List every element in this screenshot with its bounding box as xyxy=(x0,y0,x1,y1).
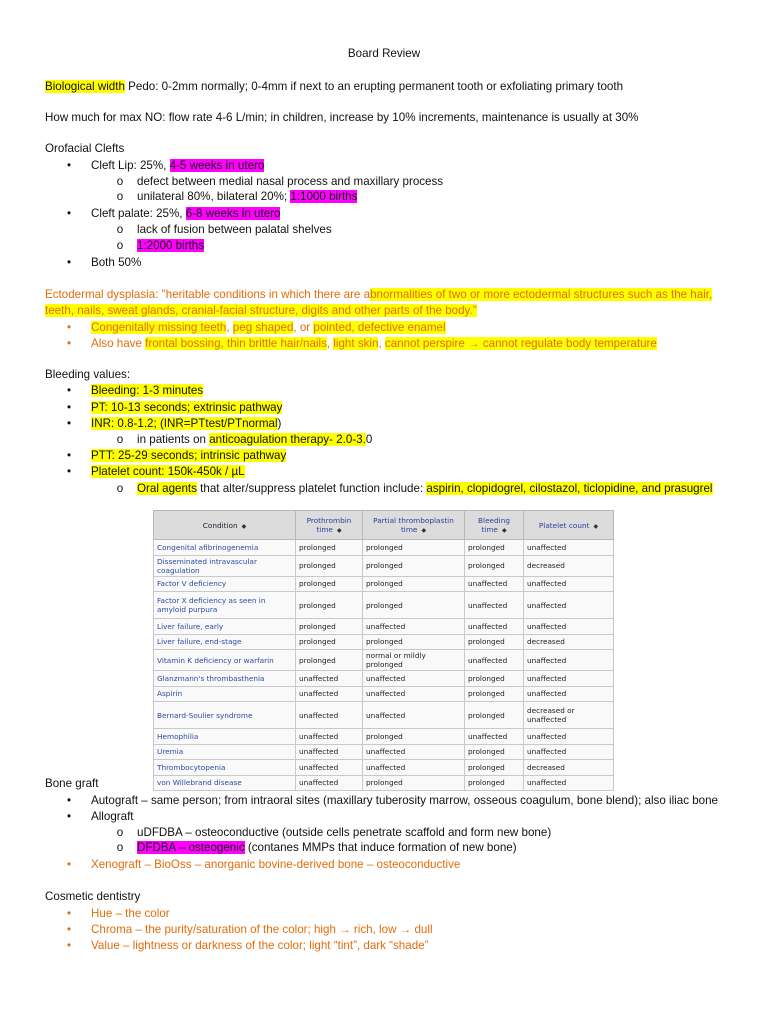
cell: prolonged xyxy=(296,576,363,592)
bullet: • xyxy=(66,384,72,397)
inr-sub xyxy=(137,432,372,447)
cell: unaffected xyxy=(363,686,465,702)
cleft-lip-text: Cleft Lip: 25%, xyxy=(91,159,170,172)
cell: prolonged xyxy=(296,634,363,650)
bullet: • xyxy=(66,207,72,220)
cell: unaffected xyxy=(465,576,524,592)
ecto-line1-text: Ectodermal dysplasia: "heritable conditions in which there are a xyxy=(45,288,371,301)
sub-bullet: o xyxy=(116,223,124,236)
cell: unaffected xyxy=(524,671,614,687)
cell-condition[interactable]: Congenital afibrinogenemia xyxy=(154,540,296,556)
cell: unaffected xyxy=(296,775,363,791)
cell: prolonged xyxy=(296,555,363,576)
cell: unaffected xyxy=(296,729,363,745)
ecto-also-have: Also have xyxy=(91,337,146,350)
sub-bullet: o xyxy=(116,190,124,203)
inr-paren: ) xyxy=(277,417,282,430)
cell: unaffected xyxy=(524,729,614,745)
ecto-sep: , or xyxy=(293,321,314,334)
bleeding-time-item xyxy=(91,383,203,398)
cleft-palate-births: 1:2000 births xyxy=(137,239,205,252)
udfdba-sub: uDFDBA – osteoconductive (outside cells penetrate scaffold and form new bone) xyxy=(137,826,552,839)
ecto-line1 xyxy=(45,287,712,302)
nitrous-oxide-line: How much for max NO: flow rate 4-6 L/min; in children, increase by 10% increments, maintenance is usually at 30% xyxy=(45,111,639,124)
sort-icon: ◆ xyxy=(241,522,247,530)
cell-condition[interactable]: Glanzmann's thrombasthenia xyxy=(154,671,296,687)
autograft-item: Autograft – same person; from intraoral sites (maxillary tuberosity marrow, osseous coagulum, bone blend); also iliac bone xyxy=(91,794,719,807)
cleft-palate-text: Cleft palate: 25%, xyxy=(91,207,186,220)
xenograft-item: Xenograft – BioOss – anorganic bovine-derived bone – osteoconductive xyxy=(91,858,461,871)
inr-sub-end: 0 xyxy=(365,433,373,446)
cleft-lip-highlight: 4-5 weeks in utero xyxy=(169,159,265,172)
table-row xyxy=(154,686,614,702)
cell: unaffected xyxy=(524,744,614,760)
inr-text: INR: 0.8-1.2; (INR=PTtest/PTnormal xyxy=(91,417,278,430)
table-row xyxy=(154,671,614,687)
sub-bullet: o xyxy=(116,175,124,188)
cell-condition[interactable]: Liver failure, end-stage xyxy=(154,634,296,650)
hue-item: Hue – the color xyxy=(91,907,170,920)
pt-item xyxy=(91,400,282,415)
cell-condition[interactable]: Vitamin K deficiency or warfarin xyxy=(154,650,296,671)
value-item: Value – lightness or darkness of the color; light “tint”, dark “shade” xyxy=(91,939,429,952)
cell: unaffected xyxy=(363,619,465,635)
bullet: • xyxy=(66,939,72,952)
bullet: • xyxy=(66,923,72,936)
cell-condition[interactable]: von Willebrand disease xyxy=(154,775,296,791)
cell-condition[interactable]: Factor V deficiency xyxy=(154,576,296,592)
dfdba-sub xyxy=(137,840,517,855)
cell: prolonged xyxy=(465,671,524,687)
cell: unaffected xyxy=(524,686,614,702)
header-ptt[interactable] xyxy=(363,511,465,540)
cell: prolonged xyxy=(465,775,524,791)
ecto-frontal-bossing: frontal bossing, thin brittle hair/nails xyxy=(145,337,327,350)
sort-icon: ◆ xyxy=(593,522,599,530)
cell: unaffected xyxy=(363,671,465,687)
bullet: • xyxy=(66,321,72,334)
table-row xyxy=(154,576,614,592)
cell: prolonged xyxy=(465,686,524,702)
cell: unaffected xyxy=(296,671,363,687)
ecto-peg-shaped: peg shaped xyxy=(232,321,294,334)
bullet: • xyxy=(66,256,72,269)
cell: prolonged xyxy=(363,634,465,650)
platelet-text: Platelet count: 150k-450k / µL xyxy=(91,465,245,478)
cleft-palate-item xyxy=(91,206,280,221)
dfdba-highlight: DFDBA – osteogenic xyxy=(137,841,245,854)
header-label: Prothrombin time xyxy=(306,516,352,534)
ptt-text: PTT: 25-29 seconds; intrinsic pathway xyxy=(91,449,287,462)
header-bleeding[interactable] xyxy=(465,511,524,540)
cell-condition[interactable]: Aspirin xyxy=(154,686,296,702)
cleft-palate-sub1: lack of fusion between palatal shelves xyxy=(137,223,332,236)
biological-width-label: Biological width xyxy=(45,80,125,93)
ecto-enamel: pointed, defective enamel xyxy=(313,321,446,334)
inr-sub-text: in patients on xyxy=(137,433,210,446)
cleft-lip-sub2-text: unilateral 80%, bilateral 20%; xyxy=(137,190,291,203)
ecto-line1-highlight: bnormalities of two or more ectodermal structures such as the hair, xyxy=(370,288,713,301)
ecto-light-skin: light skin xyxy=(333,337,379,350)
table-row xyxy=(154,775,614,791)
chroma-item: Chroma – the purity/saturation of the color; high → rich, low → dull xyxy=(91,923,433,936)
bullet: • xyxy=(66,401,72,414)
cell-condition[interactable]: Bernard-Soulier syndrome xyxy=(154,702,296,729)
bullet: • xyxy=(66,159,72,172)
oral-agents-label: Oral agents xyxy=(137,482,197,495)
cell: unaffected xyxy=(524,619,614,635)
cell: unaffected xyxy=(524,576,614,592)
cell: normal or mildly prolonged xyxy=(363,650,465,671)
sub-bullet: o xyxy=(116,433,124,446)
table-row xyxy=(154,634,614,650)
cell-condition[interactable]: Liver failure, early xyxy=(154,619,296,635)
ecto-bullet2 xyxy=(91,336,657,351)
cleft-palate-sub2 xyxy=(137,238,204,253)
cell: prolonged xyxy=(465,744,524,760)
cell: prolonged xyxy=(465,702,524,729)
cleft-lip-item xyxy=(91,158,264,173)
sub-bullet: o xyxy=(116,239,124,252)
cell: prolonged xyxy=(296,650,363,671)
cell-condition[interactable]: Disseminated intravascular coagulation xyxy=(154,555,296,576)
cell: prolonged xyxy=(465,540,524,556)
sort-icon: ◆ xyxy=(421,527,427,534)
cell: unaffected xyxy=(465,729,524,745)
table-row xyxy=(154,592,614,619)
table-row xyxy=(154,702,614,729)
ecto-sep: , xyxy=(226,321,233,334)
header-label: Platelet count xyxy=(538,520,590,530)
ecto-missing-teeth: Congenitally missing teeth xyxy=(91,321,227,334)
cell: prolonged xyxy=(296,540,363,556)
cell: prolonged xyxy=(465,634,524,650)
bullet: • xyxy=(66,907,72,920)
cell: prolonged xyxy=(465,555,524,576)
bullet: • xyxy=(66,337,72,350)
cleft-lip-births: 1:1000 births xyxy=(290,190,358,203)
cell: prolonged xyxy=(363,729,465,745)
bullet: • xyxy=(66,449,72,462)
sub-bullet: o xyxy=(116,826,124,839)
cell: unaffected xyxy=(296,686,363,702)
cleft-lip-sub2 xyxy=(137,189,357,204)
cell: unaffected xyxy=(524,540,614,556)
table-row xyxy=(154,729,614,745)
biological-width-line xyxy=(45,79,623,94)
cell: unaffected xyxy=(296,702,363,729)
sort-icon: ◆ xyxy=(501,527,507,534)
pt-text: PT: 10-13 seconds; extrinsic pathway xyxy=(91,401,283,414)
cosmetic-heading: Cosmetic dentistry xyxy=(45,890,141,903)
cell: prolonged xyxy=(296,619,363,635)
cell: prolonged xyxy=(363,540,465,556)
cell: unaffected xyxy=(465,592,524,619)
cell: prolonged xyxy=(363,555,465,576)
oral-agents-sub xyxy=(137,481,713,496)
header-condition[interactable] xyxy=(154,511,296,540)
cell: unaffected xyxy=(524,775,614,791)
coagulation-table xyxy=(153,510,614,791)
bullet: • xyxy=(66,810,72,823)
table-row xyxy=(154,760,614,776)
cell: decreased xyxy=(524,760,614,776)
table-row xyxy=(154,650,614,671)
table-row xyxy=(154,555,614,576)
cell: prolonged xyxy=(465,760,524,776)
sort-icon: ◆ xyxy=(336,527,342,534)
cell: prolonged xyxy=(363,592,465,619)
cell: prolonged xyxy=(363,576,465,592)
bullet: • xyxy=(66,417,72,430)
cell: unaffected xyxy=(465,619,524,635)
cell-condition[interactable]: Factor X deficiency as seen in amyloid purpura xyxy=(154,592,296,619)
ecto-sep: , xyxy=(326,337,334,350)
inr-sub-highlight: anticoagulation therapy- 2.0-3. xyxy=(209,433,366,446)
cell: unaffected xyxy=(524,650,614,671)
header-label: Bleeding time xyxy=(478,516,510,534)
cell-condition[interactable]: Thrombocytopenia xyxy=(154,760,296,776)
biological-width-text: Pedo: 0-2mm normally; 0-4mm if next to an erupting permanent tooth or exfoliating primary tooth xyxy=(124,80,624,93)
cleft-lip-sub1: defect between medial nasal process and maxillary process xyxy=(137,175,444,188)
header-label: Partial thromboplastin time xyxy=(373,516,454,534)
cell: unaffected xyxy=(363,744,465,760)
bleeding-time-text: Bleeding: 1-3 minutes xyxy=(91,384,204,397)
dfdba-text: (contanes MMPs that induce formation of new bone) xyxy=(244,841,517,854)
cell: unaffected xyxy=(363,760,465,776)
platelet-item xyxy=(91,464,245,479)
header-label: Condition xyxy=(202,520,238,530)
page-title: Board Review xyxy=(347,47,421,60)
cell: prolonged xyxy=(363,775,465,791)
bullet: • xyxy=(66,794,72,807)
sub-bullet: o xyxy=(116,482,124,495)
oral-agents-text: that alter/suppress platelet function include: xyxy=(196,482,427,495)
cell-condition[interactable]: Uremia xyxy=(154,744,296,760)
allograft-item: Allograft xyxy=(91,810,134,823)
cleft-palate-highlight: 6-8 weeks in utero xyxy=(185,207,281,220)
bullet: • xyxy=(66,858,72,871)
bone-graft-heading: Bone graft xyxy=(45,777,99,790)
both-item: Both 50% xyxy=(91,256,142,269)
table-header-row xyxy=(154,511,614,540)
cell: decreased xyxy=(524,555,614,576)
sub-bullet: o xyxy=(116,841,124,854)
ecto-sep: , xyxy=(378,337,385,350)
cell: unaffected xyxy=(465,650,524,671)
header-platelet[interactable] xyxy=(524,511,614,540)
cell: unaffected xyxy=(296,744,363,760)
cell: unaffected xyxy=(524,592,614,619)
cell: decreased xyxy=(524,634,614,650)
ptt-item xyxy=(91,448,286,463)
table-row xyxy=(154,744,614,760)
bullet: • xyxy=(66,465,72,478)
header-pt[interactable] xyxy=(296,511,363,540)
clefts-heading: Orofacial Clefts xyxy=(45,142,125,155)
ecto-line2-highlight: teeth, nails, sweat glands, cranial-facial structure, digits and other parts of the body." xyxy=(45,304,477,317)
table-row xyxy=(154,540,614,556)
cell: unaffected xyxy=(296,760,363,776)
oral-agents-list: aspirin, clopidogrel, cilostazol, ticlopidine, and prasugrel xyxy=(426,482,713,495)
table-row xyxy=(154,619,614,635)
bleeding-heading: Bleeding values: xyxy=(45,368,131,381)
cell-condition[interactable]: Hemophilia xyxy=(154,729,296,745)
ecto-bullet1 xyxy=(91,320,446,335)
ecto-line2 xyxy=(45,303,477,318)
cell: prolonged xyxy=(296,592,363,619)
inr-item xyxy=(91,416,281,431)
cell: unaffected xyxy=(363,702,465,729)
ecto-perspire: cannot perspire → cannot regulate body temperature xyxy=(384,337,657,350)
cell: decreased or unaffected xyxy=(524,702,614,729)
